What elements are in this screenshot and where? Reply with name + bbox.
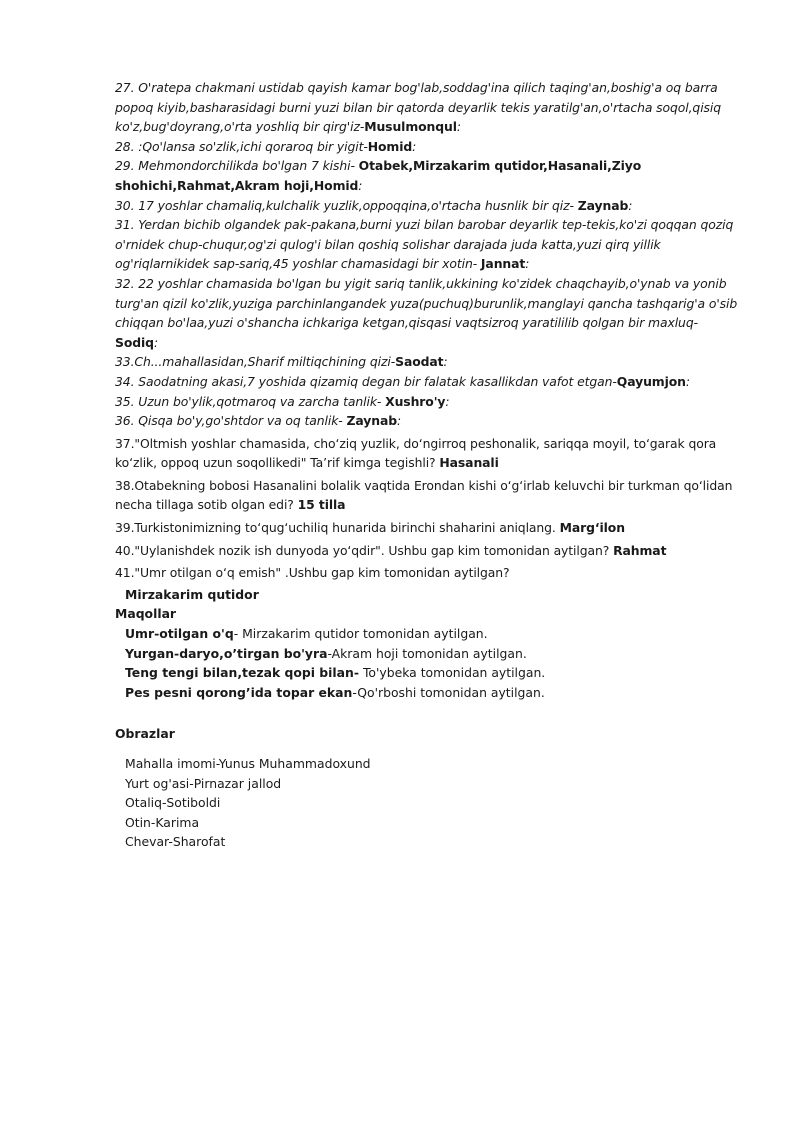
item-32: 32. 22 yoshlar chamasida bo'lgan bu yigit sariq tanlik,ukkining ko'zidek chaqchayib,o'ynab va yonib turg'an qizil ko'zlik,yuziga parchinlangandek yuza(puchuq)burunlik,manglayi qancha tashqarig'a o'sib chiqqan bo'laa,yuzi o'shancha ichkariga ketgan,qisqasi vaqtsizroq yaratililib qolgan bir maxluq- Sodiq: [115, 275, 738, 350]
obraz-item: Mahalla imomi-Yunus Muhammadoxund [125, 756, 371, 771]
questions [115, 434, 740, 583]
answer: Musulmonqul [364, 119, 457, 135]
item-36: 36. Qisqa bo'y,go'shtdor va oq tanlik- Zaynab: [115, 413, 402, 429]
item-33: 33.Ch...mahallasidan,Sharif miltiqchining qizi-Saodat: [115, 354, 448, 370]
answer: Zaynab [577, 197, 629, 213]
answer: Rahmat [613, 542, 667, 558]
item-30: 30. 17 yoshlar chamaliq,kulchalik yuzlik,oppoqqina,o'rtacha husnlik bir qiz- Zaynab: [115, 197, 633, 213]
question-37: 37."Oltmish yoshlar chamasida, cho‘ziq yuzlik, do‘ngirroq peshonalik, sariqqa moyil, to‘garak qora ko‘zlik, oppoq uzun soqollikedi" Ta’rif kimga tegishli? Hasanali [115, 435, 717, 471]
maqollar-list [125, 624, 740, 702]
item-34: 34. Saodatning akasi,7 yoshida qizamiq degan bir falatak kasallikdan vafot etgan-Qayumjon: [115, 373, 690, 389]
answer: Xushro'y [385, 393, 446, 409]
maqollar-title: Maqollar [115, 606, 177, 622]
maqol-item: Pes pesni qorong’ida topar ekan-Qo'rboshi tomonidan aytilgan. [125, 684, 545, 700]
answer: Saodat [395, 354, 444, 370]
question-39: 39.Turkistonimizning to‘qug‘uchiliq hunarida birinchi shaharini aniqlang. Marg‘ilon [115, 520, 625, 536]
maqol-item: Umr-otilgan o'q- Mirzakarim qutidor tomonidan aytilgan. [125, 626, 488, 642]
obraz-item: Otaliq-Sotiboldi [125, 795, 221, 811]
item-27: 27. O'ratepa chakmani ustidab qayish kamar bog'lab,soddag'ina qilich taqing'an,boshig'a oq barra popoq kiyib,basharasidagi burni yuzi bilan bir qatorda deyarlik tekis yaratilg'an,o'rtacha soqol,qisiq ko'z,bug'doyrang,o'rta yoshliq bir qirg'iz-Musulmonqul: [115, 80, 721, 135]
item-29: 29. Mehmondorchilikda bo'lgan 7 kishi- Otabek,Mirzakarim qutidor,Hasanali,Ziyo shohichi,Rahmat,Akram hoji,Homid: [115, 158, 642, 193]
answer: Marg‘ilon [559, 520, 625, 536]
obrazlar-list [125, 754, 740, 852]
answer: Jannat [480, 256, 526, 272]
answer: Qayumjon [616, 373, 686, 389]
question-40: 40."Uylanishdek nozik ish dunyoda yo‘qdir". Ushbu gap kim tomonidan aytilgan? Rahmat [115, 542, 667, 558]
answer: 15 tilla [297, 497, 346, 513]
answer: Sodiq [115, 334, 154, 350]
maqol-item: Yurgan-daryo,o’tirgan bo'yra-Akram hoji tomonidan aytilgan. [125, 645, 527, 661]
question-41-answer: Mirzakarim qutidor [125, 586, 259, 602]
obraz-item: Chevar-Sharofat [125, 834, 226, 850]
question-38: 38.Otabekning bobosi Hasanalini bolalik vaqtida Erondan kishi o‘g‘irlab keluvchi bir turkman qo‘lidan necha tillaga sotib olgan edi? 15 tilla [115, 477, 733, 513]
answer: Hasanali [439, 455, 499, 471]
answer: Otabek,Mirzakarim qutidor,Hasanali,Ziyo shohichi,Rahmat,Akram hoji,Homid [115, 158, 642, 193]
obrazlar-title: Obrazlar [115, 726, 175, 742]
answer: Zaynab [346, 413, 397, 429]
obraz-item: Yurt og'asi-Pirnazar jallod [125, 775, 282, 791]
maqol-item: Teng tengi bilan,tezak qopi bilan- To'ybeka tomonidan aytilgan. [125, 665, 546, 681]
character-descriptions [115, 78, 740, 431]
item-28: 28. :Qo'lansa so'zlik,ichi qoraroq bir yigit-Homid: [115, 138, 417, 154]
item-31: 31. Yerdan bichib olgandek pak-pakana,burni yuzi bilan barobar deyarlik tep-tekis,ko'zi qoqqan qoziq o'rnidek chup-chuqur,og'zi qulog'i bilan qoshiq solishar darajada juda katta,yuzi qirq yillik og'riqlarnikidek sap-sariq,45 yoshlar chamasidagi bir xotin- Jannat: [115, 217, 734, 272]
obraz-item: Otin-Karima [125, 814, 200, 830]
item-35: 35. Uzun bo'ylik,qotmaroq va zarcha tanlik- Xushro'y: [115, 393, 450, 409]
question-41: 41."Umr otilgan o‘q emish" .Ushbu gap kim tomonidan aytilgan? [115, 565, 510, 581]
answer: Homid [367, 138, 413, 154]
